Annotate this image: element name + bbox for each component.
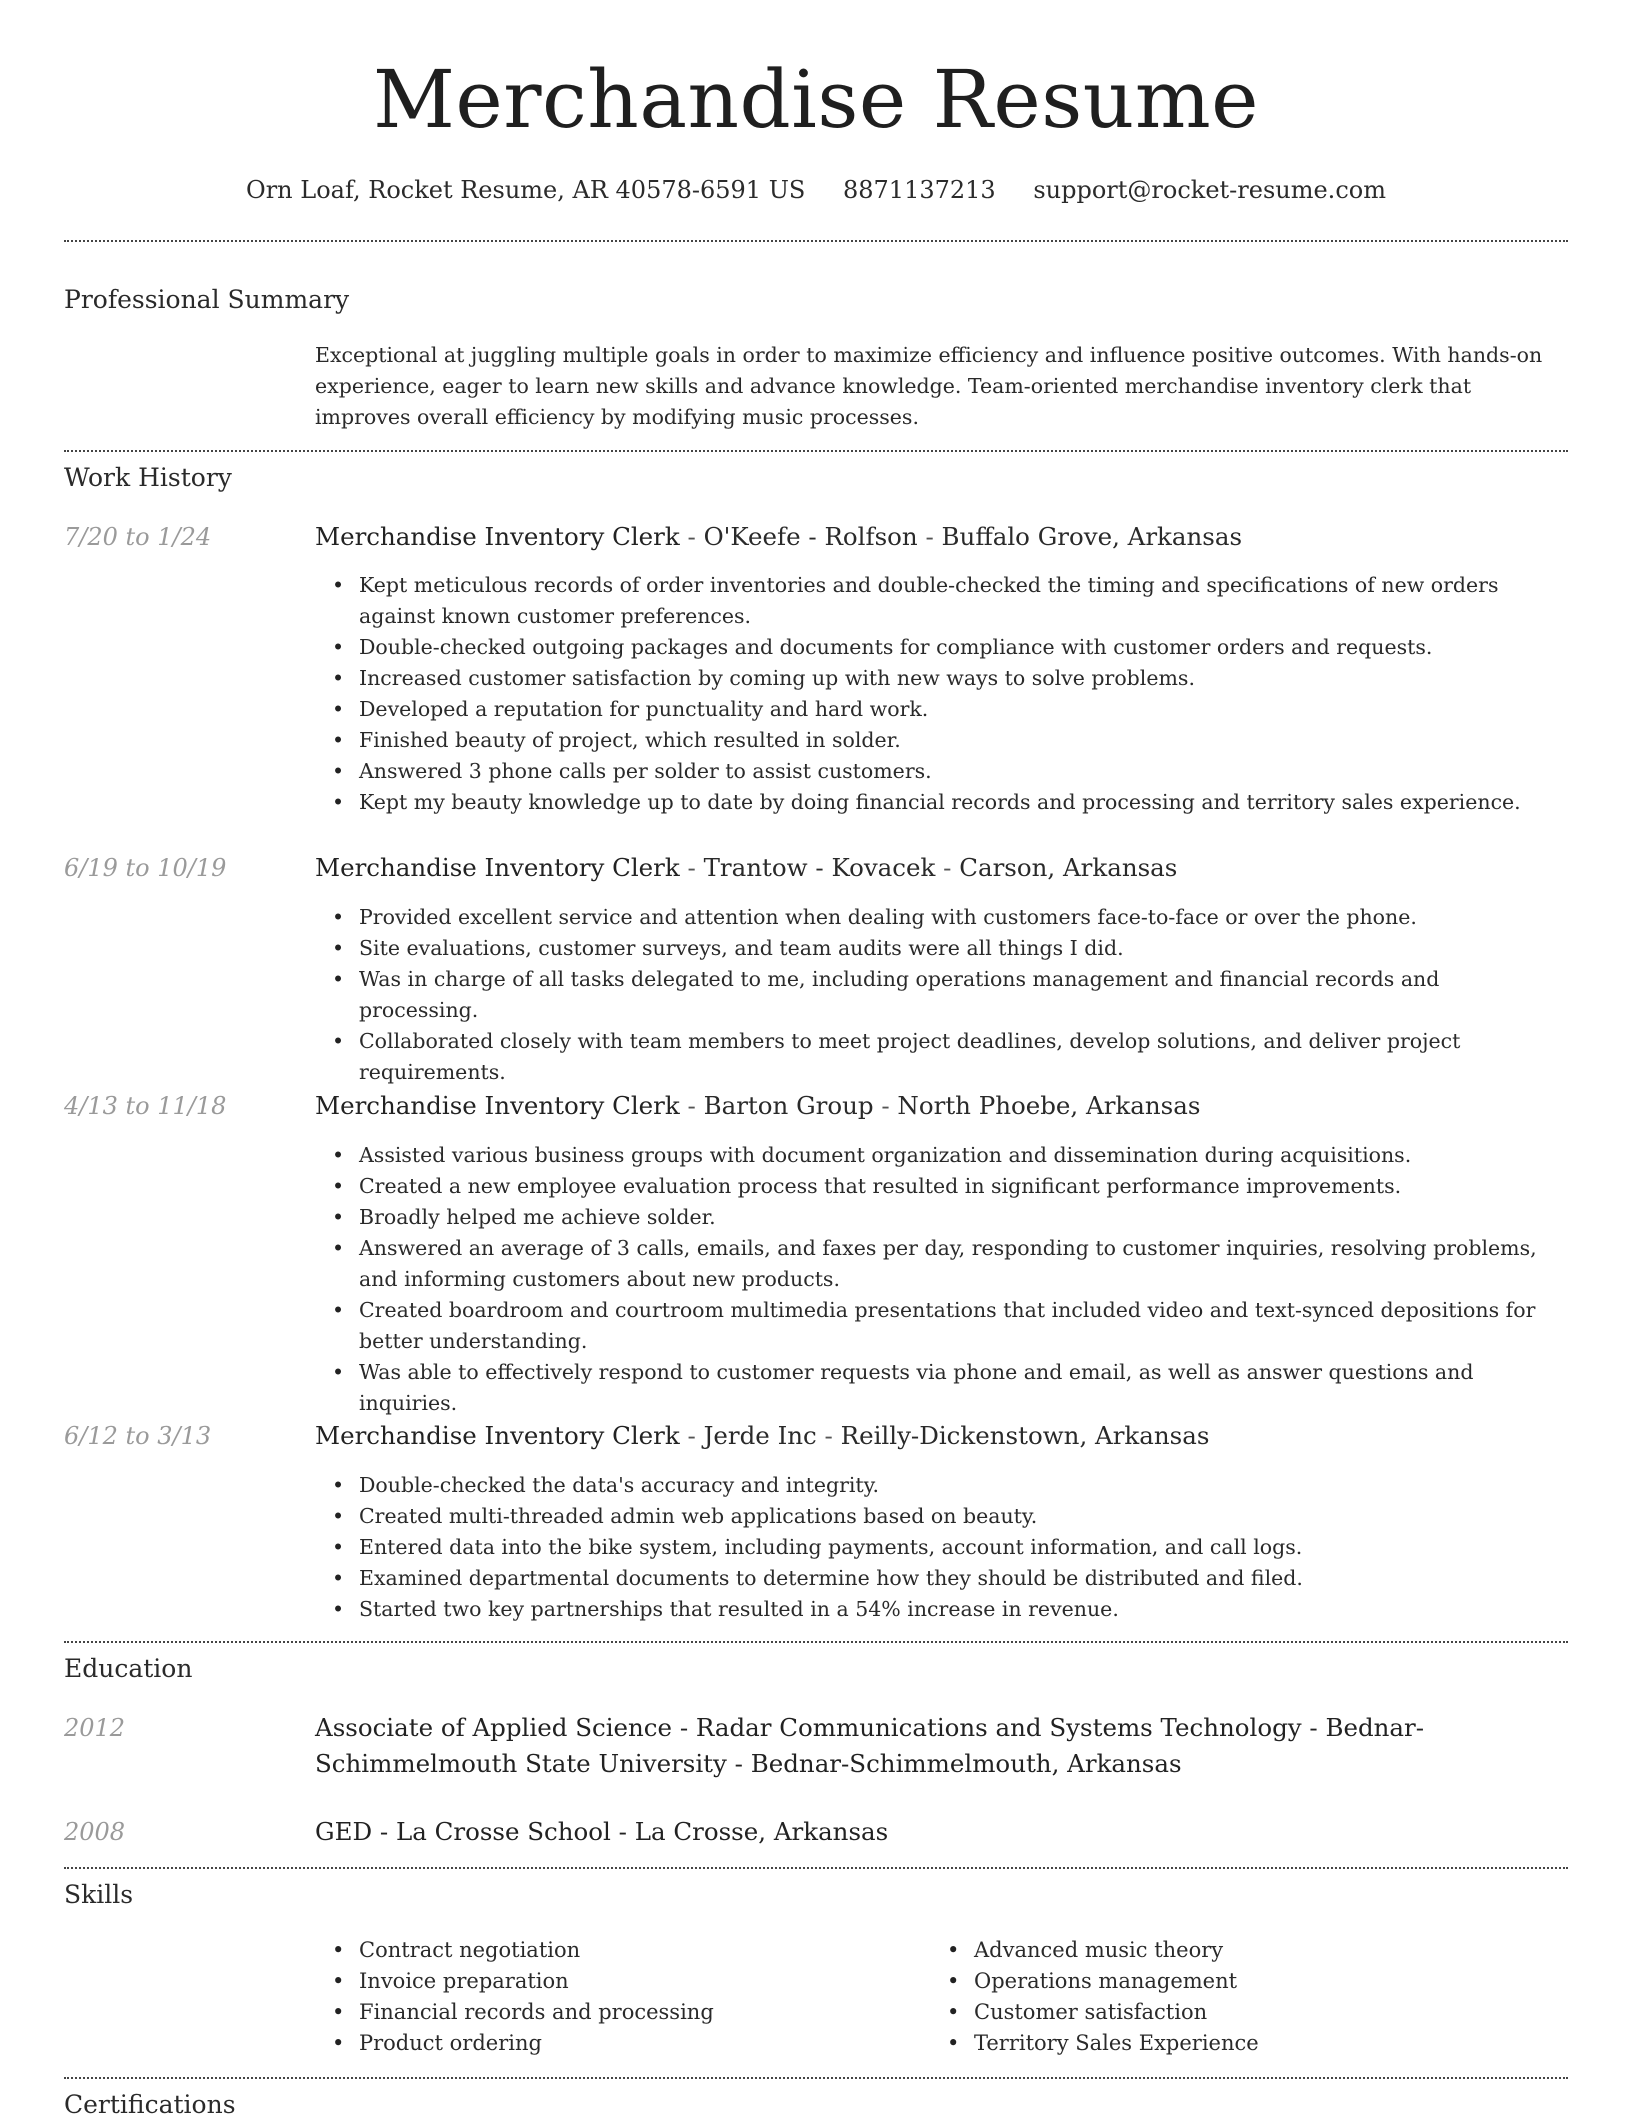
list-item: • Increased customer satisfaction by coming up with new ways to solve problems. [359, 663, 1565, 694]
education-line: Associate of Applied Science - Radar Communications and Systems Technology - Bednar- [315, 1713, 1425, 1742]
list-item: • Double-checked outgoing packages and documents for compliance with customer orders and requests. [359, 632, 1565, 663]
section-title-certifications: Certifications [64, 2090, 236, 2119]
job-position: Merchandise Inventory Clerk [315, 1091, 680, 1120]
job-location: North Phoebe, Arkansas [897, 1091, 1201, 1120]
job-dates: 4/13 to 11/18 [64, 1092, 227, 1120]
job-dates: 6/12 to 3/13 [64, 1422, 212, 1450]
list-item: • Provided excellent service and attention when dealing with customers face-to-face or over the phone. [359, 902, 1565, 933]
skill-item: • Customer satisfaction [974, 1997, 1490, 2028]
contact-phone[interactable]: 8871137213 [843, 176, 996, 204]
skills-list-right [930, 1935, 1490, 2059]
job-position: Merchandise Inventory Clerk [315, 853, 680, 882]
education-entry [315, 1710, 1555, 1782]
skill-item: • Territory Sales Experience [974, 2028, 1490, 2059]
section-title-summary: Professional Summary [64, 285, 350, 314]
education-line: Schimmelmouth State University - Bednar-Schimmelmouth, Arkansas [315, 1749, 1182, 1778]
divider [64, 2077, 1568, 2079]
contact-email[interactable]: support@rocket-resume.com [1033, 176, 1386, 204]
list-item: • Assisted various business groups with document organization and dissemination during acquisitions. [359, 1140, 1565, 1171]
skill-item: • Invoice preparation [359, 1966, 875, 1997]
job-bullets [315, 570, 1565, 818]
job-location: Reilly-Dickenstown, Arkansas [840, 1421, 1210, 1450]
skill-item: • Financial records and processing [359, 1997, 875, 2028]
job-title-line: Merchandise Inventory Clerk - Barton Group - North Phoebe, Arkansas [315, 1091, 1201, 1120]
skill-item: • Contract negotiation [359, 1935, 875, 1966]
resume-name: Merchandise Resume [372, 53, 1260, 146]
list-item: • Answered 3 phone calls per solder to assist customers. [359, 756, 1565, 787]
skill-item: • Product ordering [359, 2028, 875, 2059]
list-item: • Examined departmental documents to determine how they should be distributed and filed. [359, 1563, 1565, 1594]
skills-list-left [315, 1935, 875, 2059]
list-item: • Kept meticulous records of order inventories and double-checked the timing and specifications of new orders against known customer preferences. [359, 570, 1565, 632]
job-title-line: Merchandise Inventory Clerk - O'Keefe - Rolfson - Buffalo Grove, Arkansas [315, 522, 1243, 551]
list-item: • Double-checked the data's accuracy and integrity. [359, 1470, 1565, 1501]
list-item: • Created a new employee evaluation process that resulted in significant performance improvements. [359, 1171, 1565, 1202]
job-bullets [315, 902, 1565, 1088]
summary-text: Exceptional at juggling multiple goals in order to maximize efficiency and influence positive outcomes. With hands-on experience, eager to learn new skills and advance knowledge. Team-oriented merchandise inventory clerk that improves overall efficiency by modifying music processes. [315, 343, 1543, 429]
list-item: • Was in charge of all tasks delegated to me, including operations management and financial records and processing. [359, 964, 1565, 1026]
skill-item: • Operations management [974, 1966, 1490, 1997]
job-title-line: Merchandise Inventory Clerk - Jerde Inc - Reilly-Dickenstown, Arkansas [315, 1421, 1210, 1450]
list-item: • Broadly helped me achieve solder. [359, 1202, 1565, 1233]
section-title-work-history: Work History [64, 463, 232, 492]
job-title-line: Merchandise Inventory Clerk - Trantow - Kovacek - Carson, Arkansas [315, 853, 1178, 882]
job-company: Barton Group [703, 1091, 874, 1120]
job-bullets [315, 1470, 1565, 1625]
divider [64, 1641, 1568, 1643]
education-line: GED - La Crosse School - La Crosse, Arkansas [315, 1817, 889, 1846]
job-location: Carson, Arkansas [959, 853, 1178, 882]
job-bullets [315, 1140, 1565, 1419]
list-item: • Entered data into the bike system, including payments, account information, and call logs. [359, 1532, 1565, 1563]
list-item: • Kept my beauty knowledge up to date by doing financial records and processing and territory sales experience. [359, 787, 1565, 818]
contact-line [0, 170, 1632, 210]
section-title-education: Education [64, 1654, 193, 1683]
job-dates: 7/20 to 1/24 [64, 523, 212, 551]
job-location: Buffalo Grove, Arkansas [941, 522, 1243, 551]
section-title-skills: Skills [64, 1880, 134, 1909]
divider [64, 240, 1568, 242]
list-item: • Answered an average of 3 calls, emails, and faxes per day, responding to customer inquiries, resolving problems, and informing customers about new products. [359, 1233, 1565, 1295]
job-dates: 6/19 to 10/19 [64, 854, 227, 882]
list-item: • Site evaluations, customer surveys, and team audits were all things I did. [359, 933, 1565, 964]
education-entry [315, 1814, 1555, 1850]
job-company: O'Keefe - Rolfson [703, 522, 918, 551]
list-item: • Started two key partnerships that resulted in a 54% increase in revenue. [359, 1594, 1565, 1625]
list-item: • Created boardroom and courtroom multimedia presentations that included video and text-synced depositions for better understanding. [359, 1295, 1565, 1357]
education-year: 2012 [64, 1714, 126, 1742]
education-year: 2008 [64, 1818, 126, 1846]
job-position: Merchandise Inventory Clerk [315, 1421, 680, 1450]
list-item: • Was able to effectively respond to customer requests via phone and email, as well as answer questions and inquiries. [359, 1357, 1565, 1419]
skill-item: • Advanced music theory [974, 1935, 1490, 1966]
list-item: • Created multi-threaded admin web applications based on beauty. [359, 1501, 1565, 1532]
list-item: • Finished beauty of project, which resulted in solder. [359, 725, 1565, 756]
divider [64, 1867, 1568, 1869]
job-company: Trantow - Kovacek [703, 853, 936, 882]
job-position: Merchandise Inventory Clerk [315, 522, 680, 551]
list-item: • Collaborated closely with team members to meet project deadlines, develop solutions, and deliver project requirements. [359, 1026, 1565, 1088]
list-item: • Developed a reputation for punctuality and hard work. [359, 694, 1565, 725]
job-company: Jerde Inc [703, 1421, 817, 1450]
divider [64, 450, 1568, 452]
contact-address: Orn Loaf, Rocket Resume, AR 40578-6591 US [246, 176, 806, 204]
